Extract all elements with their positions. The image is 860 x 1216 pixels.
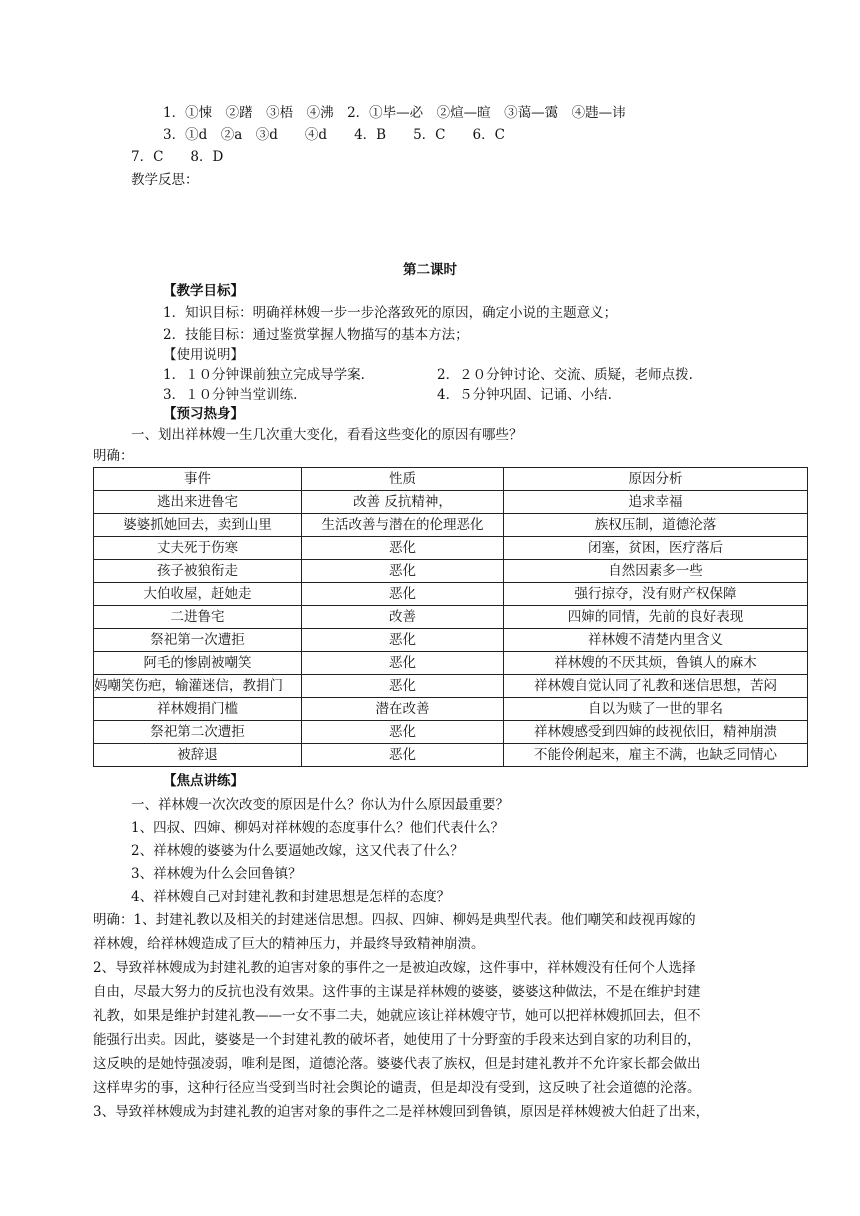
focus-question-main: 一、祥林嫂一次次改变的原因是什么？你认为什么原因最重要？ xyxy=(131,797,509,813)
table-row xyxy=(94,652,808,675)
usage-item-3: 3．１０分钟当堂训练. xyxy=(163,387,298,403)
cell-event: 孩子被狼衔走 xyxy=(94,560,302,583)
answer-line-3: 7．C 8．D xyxy=(131,149,224,165)
answer-paragraph-1 xyxy=(93,908,773,956)
paragraph-line: 2、导致祥林嫂成为封建礼教的迫害对象的事件之一是被迫改嫁，这件事中，祥林嫂没有任何个人选择 xyxy=(93,960,696,976)
cell-event: 逃出来进鲁宅 xyxy=(94,491,302,514)
cell-nature: 恶化 xyxy=(302,721,504,744)
header-cause: 原因分析 xyxy=(504,468,808,491)
cell-nature: 潜在改善 xyxy=(302,698,504,721)
cell-cause: 追求幸福 xyxy=(504,491,808,514)
cell-cause: 祥林嫂感受到四婶的歧视依旧，精神崩溃 xyxy=(504,721,808,744)
table-row xyxy=(94,698,808,721)
table-row xyxy=(94,491,808,514)
cell-event: 二进鲁宅 xyxy=(94,606,302,629)
cell-event: 祭祀第二次遭拒 xyxy=(94,721,302,744)
usage-heading: 【使用说明】 xyxy=(163,347,244,363)
paragraph-line: 3、导致祥林嫂成为封建礼教的迫害对象的事件之二是祥林嫂回到鲁镇，原因是祥林嫂被大伯赶了出来， xyxy=(93,1104,710,1120)
clarify-label: 明确： xyxy=(93,448,134,464)
paragraph-line: 这反映的是她恃强凌弱，唯利是图，道德沦落。婆婆代表了族权，但是封建礼教并不允许家长都会做出 xyxy=(93,1056,701,1072)
table-row xyxy=(94,744,808,767)
cell-cause: 族权压制，道德沦落 xyxy=(504,514,808,537)
preview-heading: 【预习热身】 xyxy=(163,406,244,422)
cell-cause: 闭塞，贫困，医疗落后 xyxy=(504,537,808,560)
table-row xyxy=(94,675,808,698)
cell-cause: 祥林嫂的不厌其烦，鲁镇人的麻木 xyxy=(504,652,808,675)
cell-event: 被辞退 xyxy=(94,744,302,767)
answer-paragraph-3 xyxy=(93,1100,773,1124)
cell-nature: 恶化 xyxy=(302,583,504,606)
cell-nature: 恶化 xyxy=(302,652,504,675)
goal-knowledge: 1．知识目标：明确祥林嫂一步一步沦落致死的原因，确定小说的主题意义； xyxy=(163,305,618,321)
cell-nature: 改善 xyxy=(302,606,504,629)
change-analysis-table xyxy=(93,467,808,767)
focus-question-2: 2、祥林嫂的婆婆为什么要逼她改嫁，这又代表了什么？ xyxy=(131,843,464,859)
answer-line-1: 1．①悚 ②躇 ③梧 ④沸 2．①毕—必 ②煊—暄 ③蔼—霭 ④韪—讳 xyxy=(163,105,626,121)
paragraph-line: 祥林嫂，给祥林嫂造成了巨大的精神压力，并最终导致精神崩溃。 xyxy=(93,936,485,952)
answer-line-2: 3．①d ②a ③d ④d 4．B 5．C 6．C xyxy=(163,127,505,143)
usage-item-4: 4．５分钟巩固、记诵、小结. xyxy=(437,387,612,403)
usage-item-1: 1．１０分钟课前独立完成导学案. xyxy=(163,367,365,383)
focus-heading: 【焦点讲练】 xyxy=(163,773,244,789)
cell-cause: 强行掠夺，没有财产权保障 xyxy=(504,583,808,606)
cell-nature: 改善 反抗精神， xyxy=(302,491,504,514)
header-event: 事件 xyxy=(94,468,302,491)
cell-event: 祥林嫂捐门槛 xyxy=(94,698,302,721)
goal-skill: 2．技能目标：通过鉴赏掌握人物描写的基本方法； xyxy=(163,327,469,343)
preview-question: 一、划出祥林嫂一生几次重大变化，看看这些变化的原因有哪些？ xyxy=(131,427,523,443)
cell-nature: 恶化 xyxy=(302,537,504,560)
answer-paragraph-2 xyxy=(93,956,773,1100)
cell-event: 丈夫死于伤寒 xyxy=(94,537,302,560)
usage-item-2: 2．２０分钟讨论、交流、质疑，老师点拨. xyxy=(437,367,693,383)
table-header-row xyxy=(94,468,808,491)
table-row xyxy=(94,514,808,537)
cell-cause: 自然因素多一些 xyxy=(504,560,808,583)
cell-cause: 四婶的同情，先前的良好表现 xyxy=(504,606,808,629)
table-row xyxy=(94,606,808,629)
cell-event: 阿毛的惨剧被嘲笑 xyxy=(94,652,302,675)
focus-question-4: 4、祥林嫂自己对封建礼教和封建思想是怎样的态度？ xyxy=(131,889,451,905)
cell-cause: 祥林嫂不清楚内里含义 xyxy=(504,629,808,652)
lesson-title: 第二课时 xyxy=(403,262,457,278)
paragraph-line: 能强行出卖。因此，婆婆是一个封建礼教的破坏者，她使用了十分野蛮的手段来达到自家的功利目的， xyxy=(93,1032,701,1048)
goals-heading: 【教学目标】 xyxy=(163,283,244,299)
teaching-reflection: 教学反思： xyxy=(131,172,199,188)
cell-nature: 恶化 xyxy=(302,560,504,583)
cell-nature: 恶化 xyxy=(302,629,504,652)
table-row xyxy=(94,629,808,652)
table-row xyxy=(94,560,808,583)
table-row xyxy=(94,537,808,560)
header-nature: 性质 xyxy=(302,468,504,491)
paragraph-line: 礼教，如果是维护封建礼教——一女不事二夫，她就应该让祥林嫂守节，她可以把祥林嫂抓回去，但不 xyxy=(93,1008,701,1024)
paragraph-line: 自由，尽最大努力的反抗也没有效果。这件事的主谋是祥林嫂的婆婆，婆婆这种做法，不是在维护封建 xyxy=(93,984,701,1000)
cell-nature: 生活改善与潜在的伦理恶化 xyxy=(302,514,504,537)
cell-event: 大伯收屋，赶她走 xyxy=(94,583,302,606)
paragraph-line: 明确：1、封建礼教以及相关的封建迷信思想。四叔、四婶、柳妈是典型代表。他们嘲笑和歧视再嫁的 xyxy=(93,912,696,928)
cell-cause: 不能伶俐起来，雇主不满，也缺乏同情心 xyxy=(504,744,808,767)
cell-nature: 恶化 xyxy=(302,675,504,698)
cell-cause: 自以为赎了一世的罪名 xyxy=(504,698,808,721)
cell-event: 婆婆抓她回去，卖到山里 xyxy=(94,514,302,537)
paragraph-line: 这样卑劣的事，这种行径应当受到当时社会舆论的谴责，但是却没有受到，这反映了社会道德的沦落。 xyxy=(93,1080,701,1096)
cell-nature: 恶化 xyxy=(302,744,504,767)
cell-event: 祭祀第一次遭拒 xyxy=(94,629,302,652)
cell-event: 妈嘲笑伤疤，输灌迷信，教捐门 xyxy=(94,675,302,698)
focus-question-3: 3、祥林嫂为什么会回鲁镇？ xyxy=(131,866,302,882)
focus-question-1: 1、四叔、四婶、柳妈对祥林嫂的态度事什么？他们代表什么？ xyxy=(131,820,505,836)
cell-cause: 祥林嫂自觉认同了礼教和迷信思想，苦闷 xyxy=(504,675,808,698)
table-row xyxy=(94,583,808,606)
table-row xyxy=(94,721,808,744)
